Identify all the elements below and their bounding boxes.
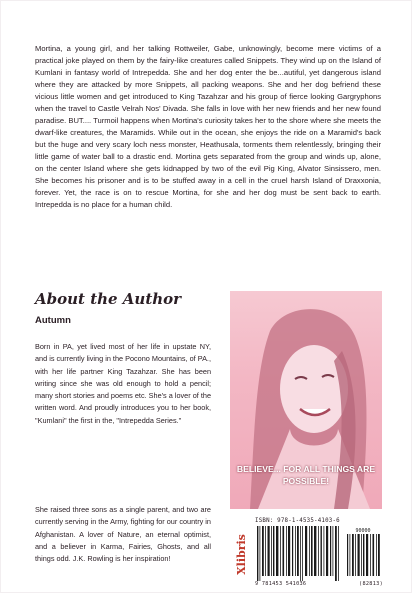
publisher-logo bbox=[234, 520, 248, 588]
barcode-price-code: 90000 bbox=[355, 528, 371, 534]
barcode-number: 9 781453 541036 bbox=[255, 581, 307, 587]
barcode-extra: (82813) bbox=[359, 581, 383, 587]
author-name: Autumn bbox=[35, 315, 71, 326]
photo-caption: BELIEVE... FOR ALL THINGS ARE POSSIBLE! bbox=[236, 464, 376, 486]
synopsis-text: Mortina, a young girl, and her talking Rottweiler, Gabe, unknowingly, become mere victims of a practical joke played on them by the fairy-like creatures called Snippets. They wind up on the Island of Kumlani in fantasy world of Intrepedda. She and her dog enter the be...autiful, yet dangerous island where they are attacked by more Snippets, all packing weapons. She and her dog befriend these vicious little women and get introduced to King Tazahzar and his group of fierce looking Gargryphons when the travel to Castle Velrah Nos' Divada. She falls in love with her new friends and her new found paradise. BUT.... Turmoil happens when Mortina's curiosity takes her to the shore where she meets the dwarf-like creatures, the Maramids. While out in the ocean, she enjoys the ride on a Maramid's back but the huge and very scary loch ness monster, Heathusala, torments them relentlessly, bringing their little game of water ball to a drastic end. Mortina gets separated from the group and winds up, alone, on the center Island where she gets kidnapped by two of the evil Pig King, Alvator Sinsissero, men. She becomes his prisoner and is to be stuffed away in a cell in the cruel harsh Island of Draxxonia, forever. Yet, the race is on to rescue Mortina, for she and her dog must be sent back to earth. Intrepedda is no place for a human child. bbox=[35, 44, 381, 209]
isbn-number: ISBN: 978-1-4535-4103-6 bbox=[255, 518, 340, 524]
barcode-digits bbox=[255, 581, 383, 587]
author-bio-paragraph-1: Born in PA, yet lived most of her life in upstate NY, and is currently living in the Pocono Mountains, of PA., with her life partner King Tazahzar. She has been writing since she was old enough to hold a pencil; many short stories and poems etc. She's a lover of the written word. And proudly introduces you to her book, "Kumlani" the first in the, "Intrepedda Series." bbox=[35, 342, 211, 425]
about-author-heading: About the Author bbox=[35, 290, 182, 308]
isbn-text bbox=[255, 518, 383, 524]
barcode bbox=[255, 526, 383, 581]
author-bio-paragraph-2: She raised three sons as a single parent, and two are currently serving in the Army, fighting for our country in Afghanistan. A lover of Nature, an eternal optimist, and a believer in Karma, Fairies, Ghosts, and all things odd. J.K. Rowling is her inspiration! bbox=[35, 505, 211, 564]
publisher-name: Xlibris bbox=[234, 533, 248, 575]
